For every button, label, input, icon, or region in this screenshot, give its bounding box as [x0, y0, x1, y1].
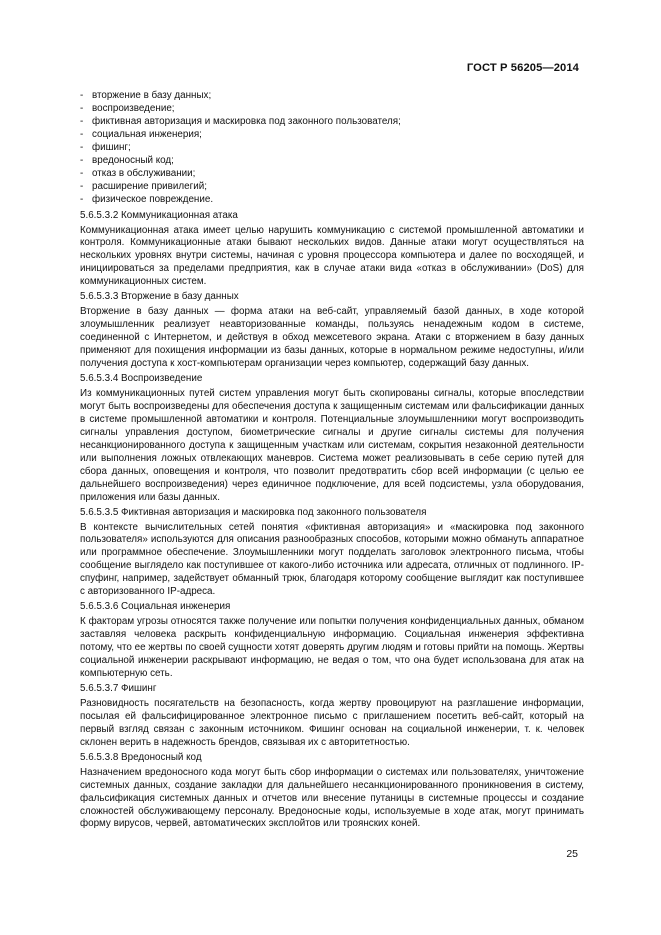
- section-paragraph: Коммуникационная атака имеет целью нарушить коммуникацию с системой промышленной автоматики и контроля. Коммуникационные атаки бывают нескольких видов. Данные атаки могут осуществляться на нескольких уровнях внутри системы, начиная с уровня процессора компьютера и далее по восходящей, и инициироваться за пределами предприятия, как в случае атаки вида «отказ в обслуживании» (DoS) для коммуникационных систем.: [80, 224, 584, 288]
- section-phishing: [80, 683, 584, 750]
- section-paragraph: В контексте вычислительных сетей понятия «фиктивная авторизация» и «маскировка под законного пользователя» используются для описания разнообразных способов, которыми можно обмануть аппаратное или программное обеспечение. Злоумышленники могут подделать заголовок электронного письма, чтобы сообщение выглядело как поступившее от какого-либо источника или адресата, отличных от подлинного. IP-спуфинг, например, задействует обманный трюк, благодаря которому сообщение выглядит как поступившее с авторизованного IP-адреса.: [80, 521, 584, 598]
- threat-list: [80, 90, 584, 207]
- page-number: 25: [566, 848, 578, 860]
- section-heading: 5.6.5.3.4 Воспроизведение: [80, 373, 203, 385]
- document-code-header: ГОСТ Р 56205—2014: [466, 62, 579, 74]
- section-paragraph: Назначением вредоносного кода могут быть сбор информации о системах или пользователях, уничтожение системных данных, создание закладки для дальнейшего несанкционированного проникновения в систему, фальсификация системных данных и отчетов или внесение путаницы в системные процессы и создание сложностей обслуживающему персоналу. Вредоносные коды, используемые в ходе атак, могут принимать форму вирусов, червей, автоматических эксплойтов или троянских коней.: [80, 766, 584, 830]
- section-heading: 5.6.5.3.5 Фиктивная авторизация и маскировка под законного пользователя: [80, 506, 427, 518]
- list-item: - воспроизведение;: [80, 102, 175, 114]
- section-database-intrusion: [80, 291, 584, 371]
- section-heading: 5.6.5.3.3 Вторжение в базу данных: [80, 291, 239, 303]
- section-malicious-code: [80, 752, 584, 832]
- section-paragraph: Вторжение в базу данных — форма атаки на веб-сайт, управляемый базой данных, в ходе которой злоумышленник реализует неавторизованные команды, пользуясь ненадежным кодом в системе, соединенной с Интернетом, и действуя в обход межсетевого экрана. Атаки с вторжением в базу данных применяют для похищения информации из базы данных, которые в нормальном режиме недоступны, и/или получения доступа к хост-компьютерам организации через компьютер, содержащий базу данных.: [80, 306, 584, 370]
- section-heading: 5.6.5.3.6 Социальная инженерия: [80, 601, 231, 613]
- section-paragraph: Разновидность посягательств на безопасность, когда жертву провоцируют на разглашение информации, посылая ей фальсифицированное электронное письмо с приглашением посетить веб-сайт, который на первый взгляд связан с законным источником. Фишинг основан на социальной инженерии, т. к. человек склонен верить в надежность брендов, связывая их с авторитетностью.: [80, 697, 584, 748]
- section-heading: 5.6.5.3.7 Фишинг: [80, 682, 157, 694]
- section-paragraph: К факторам угрозы относятся также получение или попытки получения конфиденциальных данных, обманом заставляя человека раскрыть конфиденциальную информацию. Социальная инженерия эффективна потому, что ее жертвы по своей сущности хотят доверять другим людям и готовы прийти на помощь. Жертвы социальной инженерии раскрывают информацию, не ведая о том, что она будет использована для атак на компьютерную сеть.: [80, 616, 584, 679]
- document-body: [80, 90, 584, 833]
- section-heading: 5.6.5.3.2 Коммуникационная атака: [80, 209, 238, 221]
- list-item: - социальная инженерия;: [80, 128, 202, 140]
- list-item: - отказ в обслуживании;: [80, 167, 196, 179]
- section-heading: 5.6.5.3.8 Вредоносный код: [80, 751, 202, 763]
- section-replay: [80, 373, 584, 505]
- list-item: - физическое повреждение.: [80, 193, 214, 205]
- section-spoofing: [80, 507, 584, 600]
- section-paragraph: Из коммуникационных путей систем управления могут быть скопированы сигналы, которые впоследствии могут быть воспроизведены для обеспечения доступа к защищенным системам или фальсификации данных в системе промышленной автоматики и контроля. Потенциальные злоумышленники могут воспроизводить сигналы управления доступом, биометрические сигналы и другие сигналы системы для получения несанкционированного доступа к защищенным участкам или системам, сокрытия незаконной деятельности или выполнения ложных отвлекающих маневров. Система может реализовывать в себе серию путей для сбора данных, оповещения и контроля, что позволит предотвратить сбор всей информации (с целью ее дальнейшего воспроизведения) через единичное подключение, для всей подсистемы, узла оборудования, приложения или базы данных.: [80, 387, 584, 503]
- section-communication-attack: [80, 210, 584, 290]
- section-social-engineering: [80, 601, 584, 681]
- list-item: - вредоносный код;: [80, 154, 174, 166]
- list-item: - вторжение в базу данных;: [80, 90, 212, 101]
- list-item: - фишинг;: [80, 141, 131, 153]
- list-item: - расширение привилегий;: [80, 180, 207, 192]
- list-item: - фиктивная авторизация и маскировка под законного пользователя;: [80, 115, 401, 127]
